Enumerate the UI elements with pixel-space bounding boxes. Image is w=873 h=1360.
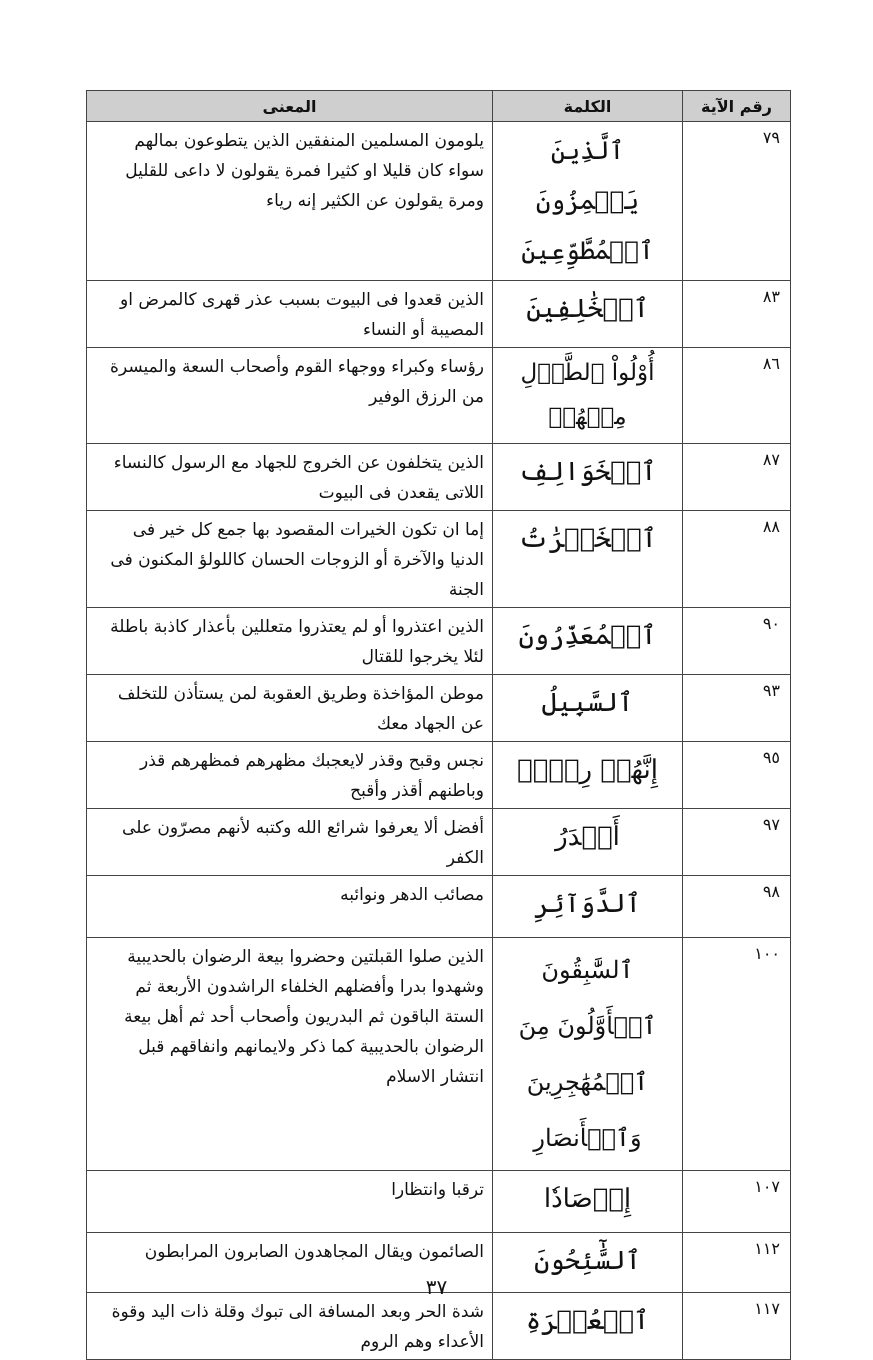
quran-word-cell: ٱلَّذِينَ يَلۡمِزُونَ ٱلۡمُطَّوِّعِينَ bbox=[493, 122, 683, 281]
quran-word-cell: أُوْلُواْ ٱلطَّوۡلِ مِنۡهُمۡ bbox=[493, 348, 683, 444]
verse-number-cell: ١٠٧ bbox=[683, 1171, 791, 1233]
quran-word-cell: ٱلسَّبِيلُ bbox=[493, 675, 683, 742]
quran-word-cell: ٱلۡخَيۡرَٰتُ bbox=[493, 511, 683, 608]
meaning-cell bbox=[87, 511, 493, 608]
table-row bbox=[87, 608, 791, 675]
verse-number-cell: ٨٨ bbox=[683, 511, 791, 608]
verse-number-cell: ٧٩ bbox=[683, 122, 791, 281]
vocabulary-table bbox=[86, 90, 791, 1360]
quran-word-cell: إِرۡصَادٗا bbox=[493, 1171, 683, 1233]
table-row bbox=[87, 742, 791, 809]
meaning-text: الذين قعدوا فى البيوت بسبب عذر قهرى كالمرض او المصيبة أو النساء bbox=[120, 290, 484, 340]
meaning-cell bbox=[87, 608, 493, 675]
meaning-text: يلومون المسلمين المنفقين الذين يتطوعون بمالهم سواء كان قليلا او كثيرا فمرة يقولون لا داعى للقليل ومرة يقولون عن الكثير إنه رياء bbox=[125, 131, 484, 211]
verse-number-cell: ٩٨ bbox=[683, 876, 791, 938]
meaning-text: الذين يتخلفون عن الخروج للجهاد مع الرسول كالنساء اللاتى يقعدن فى البيوت bbox=[113, 453, 484, 504]
quran-word-cell: أَجۡدَرُ bbox=[493, 809, 683, 876]
verse-number-cell: ٨٧ bbox=[683, 444, 791, 511]
meaning-text: ترقبا وانتظارا bbox=[391, 1180, 484, 1201]
meaning-text: شدة الحر وبعد المسافة الى تبوك وقلة ذات اليد وقوة الأعداء وهم الروم bbox=[111, 1302, 484, 1353]
verse-number-cell: ٩٧ bbox=[683, 809, 791, 876]
verse-number-cell: ٩٥ bbox=[683, 742, 791, 809]
quran-word-cell: ٱلدَّوَآئِرِ bbox=[493, 876, 683, 938]
quran-word-cell: ٱلۡخَوَالِفِ bbox=[493, 444, 683, 511]
meaning-cell bbox=[87, 1171, 493, 1233]
meaning-text: إما ان تكون الخيرات المقصود بها جمع كل خير فى الدنيا والآخرة أو الزوجات الحسان كاللولؤ المكنون فى الجنة bbox=[110, 520, 484, 601]
verse-number-cell: ١٠٠ bbox=[683, 938, 791, 1171]
header-word: الكلمة bbox=[493, 91, 683, 122]
table-row bbox=[87, 444, 791, 511]
table-row bbox=[87, 809, 791, 876]
meaning-text: الصائمون ويقال المجاهدون الصابرون المرابطون bbox=[144, 1242, 484, 1263]
meaning-cell bbox=[87, 122, 493, 281]
meaning-text: أفضل ألا يعرفوا شرائع الله وكتبه لأنهم مصرّون على الكفر bbox=[122, 818, 484, 869]
table-row bbox=[87, 675, 791, 742]
page-number: ٣٧ bbox=[425, 1275, 448, 1299]
quran-word-cell: ٱلۡخَٰلِفِينَ bbox=[493, 281, 683, 348]
quran-word-cell: ٱلۡعُسۡرَةِ bbox=[493, 1293, 683, 1360]
quran-word-cell: ٱلسَّٰٓئِحُونَ bbox=[493, 1233, 683, 1293]
meaning-cell bbox=[87, 1293, 493, 1360]
table-row bbox=[87, 281, 791, 348]
verse-number-cell: ٩٠ bbox=[683, 608, 791, 675]
meaning-cell bbox=[87, 742, 493, 809]
verse-number-cell: ٨٦ bbox=[683, 348, 791, 444]
meaning-text: الذين اعتذروا أو لم يعتذروا متعللين بأعذار كاذبة باطلة لئلا يخرجوا للقتال bbox=[110, 617, 484, 668]
meaning-cell bbox=[87, 938, 493, 1171]
meaning-cell bbox=[87, 281, 493, 348]
quran-word-cell: إِنَّهُمۡ رِجۡسٞ bbox=[493, 742, 683, 809]
meaning-text: موطن المؤاخذة وطريق العقوبة لمن يستأذن للتخلف عن الجهاد معك bbox=[117, 684, 484, 735]
verse-number-cell: ١١٧ bbox=[683, 1293, 791, 1360]
verse-number-cell: ١١٢ bbox=[683, 1233, 791, 1293]
meaning-text: نجس وقبح وقذر لايعجبك مظهرهم فمظهرهم قذر وباطنهم أقذر وأقبح bbox=[140, 751, 484, 802]
meaning-cell bbox=[87, 809, 493, 876]
table-row bbox=[87, 1293, 791, 1360]
header-meaning: المعنى bbox=[87, 91, 493, 122]
meaning-cell bbox=[87, 348, 493, 444]
quran-word-cell: ٱلۡمُعَذِّرُونَ bbox=[493, 608, 683, 675]
meaning-cell bbox=[87, 444, 493, 511]
table-row bbox=[87, 876, 791, 938]
meaning-cell bbox=[87, 675, 493, 742]
quran-word-cell: ٱلسَّٰبِقُونَ ٱلۡأَوَّلُونَ مِنَ ٱلۡمُهَٰجِرِينَ وَٱلۡأَنصَارِ bbox=[493, 938, 683, 1171]
meaning-text: مصائب الدهر ونوائبه bbox=[340, 885, 484, 906]
meaning-text: رؤساء وكبراء ووجهاء القوم وأصحاب السعة والميسرة من الرزق الوفير bbox=[110, 357, 484, 407]
table-row bbox=[87, 938, 791, 1171]
header-verse-number: رقم الآية bbox=[683, 91, 791, 122]
meaning-text: الذين صلوا القبلتين وحضروا بيعة الرضوان بالحديبية وشهدوا بدرا وأفضلهم الخلفاء الراشدون الأربعة ثم الستة الباقون ثم البدريون وأصحاب أحد ثم أهل بيعة الرضوان بالحديبية كما ذكر ولايمانهم وانفاقهم قبل انتشار الاسلام bbox=[124, 947, 484, 1088]
table-row bbox=[87, 348, 791, 444]
table-header-row bbox=[87, 91, 791, 122]
meaning-cell bbox=[87, 876, 493, 938]
table-row bbox=[87, 1171, 791, 1233]
table-row bbox=[87, 122, 791, 281]
verse-number-cell: ٩٣ bbox=[683, 675, 791, 742]
verse-number-cell: ٨٣ bbox=[683, 281, 791, 348]
table-row bbox=[87, 511, 791, 608]
